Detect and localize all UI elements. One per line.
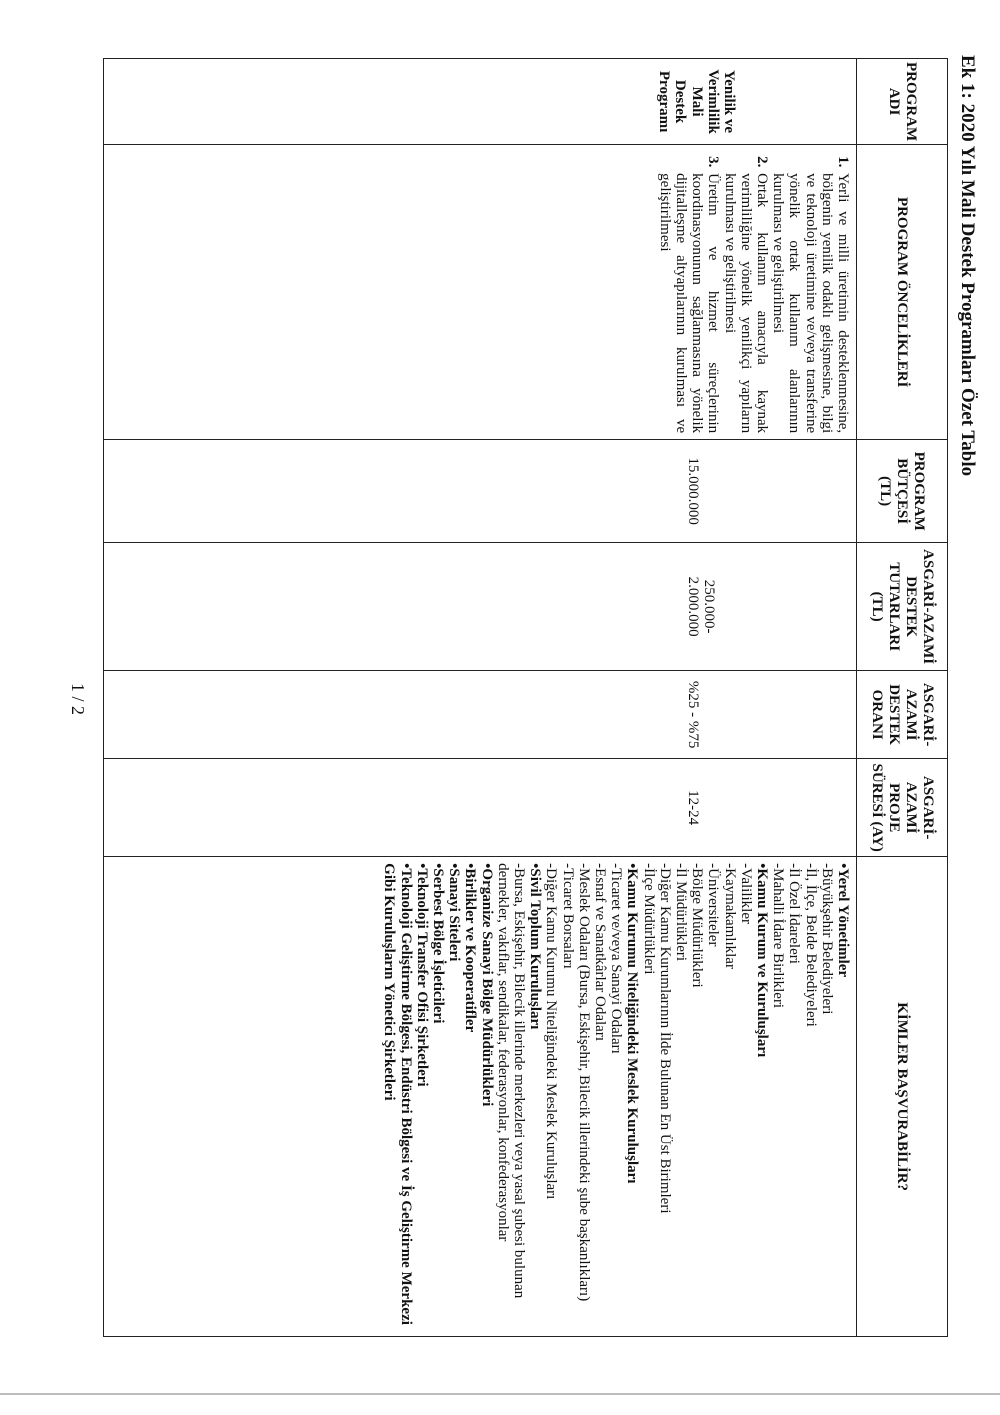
eligible-category: •Serbest Bölge İşleticileri	[429, 863, 446, 1024]
eligible-item: -Esnaf ve Sanatkârlar Odaları	[591, 863, 608, 1041]
header-support-rate: ASGARİ-AZAMİ DESTEK ORANI	[857, 671, 948, 759]
priorities-cell	[104, 145, 857, 440]
table-row	[104, 59, 857, 1337]
duration-value: 12-24	[685, 790, 701, 826]
document-title: Ek 1: 2020 Yılı Mali Destek Programları Özet Tablo	[957, 55, 978, 477]
page-number: 1 / 2	[68, 683, 88, 716]
header-support-amounts: ASGARİ-AZAMİ DESTEK TUTARLARI (TL)	[857, 543, 948, 671]
eligible-category: •Organize Sanayi Bölge Müdürlükleri	[478, 863, 495, 1107]
program-name: Yenilik ve Verimlilik Mali Destek Programı	[656, 69, 737, 134]
header-project-duration: ASGARİ-AZAMİ PROJE SÜRESİ (AY)	[857, 759, 948, 857]
eligible-item: -İl Müdürlükleri	[672, 863, 689, 962]
eligible-item: -Büyükşehir Belediyeleri	[818, 863, 835, 1015]
eligible-item: -Ticaret ve/veya Sanayi Odaları	[608, 863, 625, 1054]
priority-item: 2. Ortak kullanım amacıyla kaynak verimliliğine yönelik yenilikçi yapıların kurulması ve geliştirilmesi	[721, 171, 770, 433]
header-program-budget: PROGRAM BÜTÇESİ (TL)	[857, 440, 948, 543]
eligible-item: -Diğer Kamu Kurumlarının İlde Bulunan En Üst Birimleri	[656, 863, 673, 1214]
eligible-applicants-cell	[104, 857, 857, 1337]
eligible-category: •Teknoloji Geliştirme Bölgesi, Endüstri Bölgesi ve İş Geliştirme Merkezi Gibi Kuruluşların Yönetici Şirketleri	[381, 863, 414, 1325]
eligible-item: -Valilikler	[737, 863, 754, 924]
eligible-applicants-list	[381, 863, 851, 1330]
support-amount-min: 250.000-	[701, 579, 717, 634]
eligible-item: -Diğer Kamu Kurumu Niteliğindeki Meslek Kuruluşları	[543, 863, 560, 1200]
budget-value: 15.000.000	[685, 457, 701, 525]
eligible-category: •Teknoloji Transfer Ofisi Şirketleri	[413, 863, 430, 1087]
priority-item: 1. Yerli ve milli üretimin desteklenmesine, bölgenin yenilik odaklı gelişmesine, bilgi ve teknoloji üretimine ve/veya transferine yönelik ortak kullanım alanlarının kurulması ve geliştirilmesi	[770, 171, 851, 433]
budget-cell	[104, 440, 857, 543]
support-rate-cell	[104, 671, 857, 759]
duration-cell	[104, 759, 857, 857]
support-rate-value: %25 - %75	[685, 680, 701, 749]
support-amount-cell	[104, 543, 857, 671]
eligible-item: -Bursa, Eskişehir, Bilecik illerinde merkezleri veya yasal şubesi bulunan dernekler, vakıflar, sendikalar, federasyonlar, konfederasyonlar	[494, 863, 527, 1299]
eligible-item: -Ticaret Borsaları	[559, 863, 576, 969]
program-name-cell	[104, 59, 857, 145]
eligible-item: -İlçe Müdürlükleri	[640, 863, 657, 975]
eligible-item: -İl Özel İdareleri	[786, 863, 803, 964]
eligible-item: -Mahalli İdare Birlikleri	[770, 863, 787, 1009]
eligible-item: -İl, İlçe, Belde Belediyeleri	[802, 863, 819, 1027]
header-program-name: PROGRAM ADI	[857, 59, 948, 145]
priority-item: 3. Üretim ve hizmet süreçlerinin koordinasyonunun sağlanmasına yönelik dijitalleşme altyapılarının kurulması ve geliştirilmesi	[657, 171, 722, 433]
header-eligible-applicants: KİMLER BAŞVURABİLİR?	[857, 857, 948, 1337]
eligible-category: •Birlikler ve Kooperatifler	[462, 863, 479, 1033]
eligible-item: -Meslek Odaları (Bursa, Eskişehir, Bilecik illerindeki şube başkanlıkları)	[575, 863, 592, 1302]
eligible-category: •Sanayi Siteleri	[446, 863, 463, 962]
priorities-list	[657, 151, 851, 433]
eligible-category: •Sivil Toplum Kuruluşları	[527, 863, 544, 1030]
eligible-item: -Üniversiteler	[705, 863, 722, 947]
header-program-priorities: PROGRAM ÖNCELİKLERİ	[857, 145, 948, 440]
support-amount-max: 2.000.000	[684, 576, 701, 637]
eligible-category: •Kamu Kurumu Niteliğindeki Meslek Kuruluşları	[624, 863, 641, 1184]
eligible-item: -Kaymakamlıklar	[721, 863, 738, 969]
eligible-item: -Bölge Müdürlükleri	[689, 863, 706, 988]
program-summary-table	[103, 58, 948, 1337]
eligible-category: •Kamu Kurum ve Kuruluşları	[753, 863, 770, 1058]
table-header-row	[857, 59, 948, 1337]
eligible-category: •Yerel Yönetimler	[835, 863, 851, 978]
